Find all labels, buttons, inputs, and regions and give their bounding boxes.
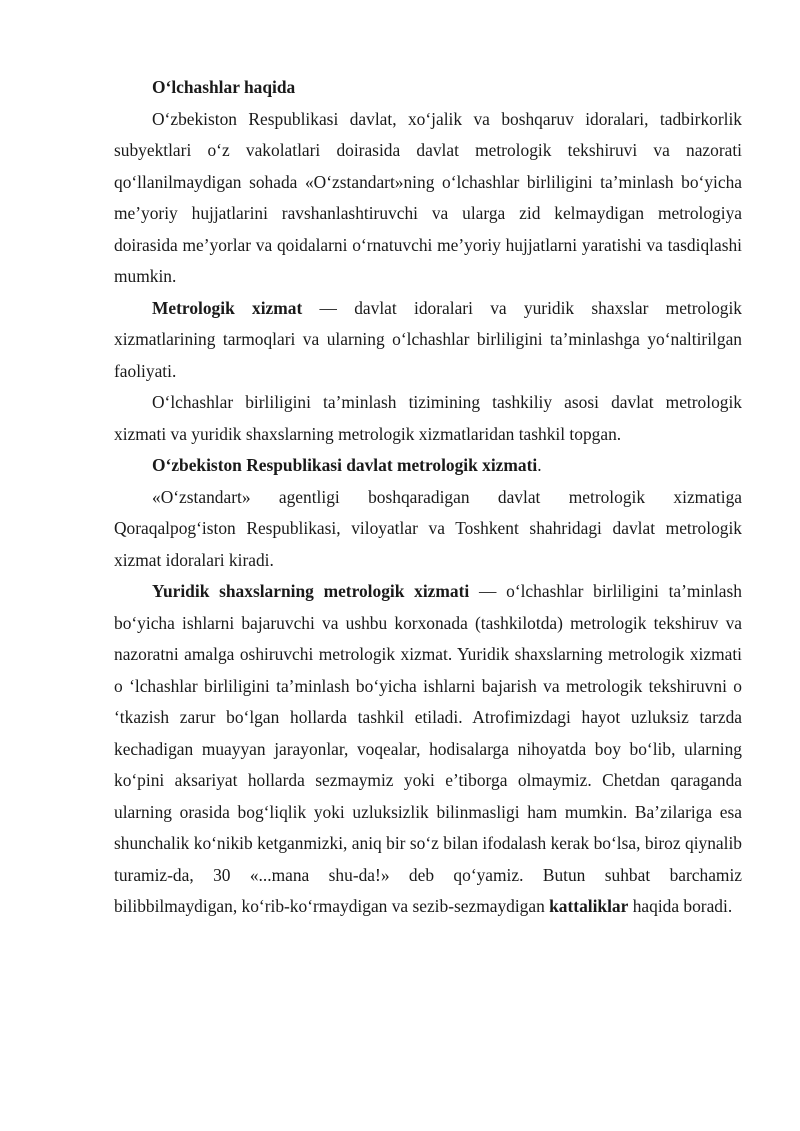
term-davlat-metrologik-xizmati: O‘zbekiston Respublikasi davlat metrologik xizmati bbox=[152, 455, 538, 475]
paragraph-5: «O‘zstandart» agentligi boshqaradigan davlat metrologik xizmatiga Qoraqalpog‘iston Respublikasi, viloyatlar va Toshkent shahridagi davlat metrologik xizmat idoralari kiradi. bbox=[114, 486, 742, 570]
paragraph-4-text: . bbox=[537, 455, 542, 475]
paragraph-6 bbox=[114, 576, 742, 923]
paragraph-1: O‘zbekiston Respublikasi davlat, xo‘jalik va boshqaruv idoralari, tadbirkorlik subyektlari o‘z vakolatlari doirasida davlat metrologik tekshiruvi va nazorati qo‘llanilmaydigan sohada «O‘zstandart»ning o‘lchashlar birliligini ta’minlash bo‘yicha me’yoriy hujjatlarini ravshanlashtiruvchi va ularga zid kelmaydigan metrologiya doirasida me’yorlar va qoidalarni o‘rnatuvchi me’yoriy hujjatlarni yaratishi va tasdiqlashi mumkin. bbox=[114, 108, 742, 286]
paragraph-2 bbox=[114, 293, 742, 388]
term-yuridik-shaxslar-xizmati: Yuridik shaxslarning metrologik xizmati bbox=[152, 581, 470, 601]
paragraph-6-end: haqida boradi. bbox=[628, 896, 733, 916]
paragraph-2-text: — davlat idoralari va yuridik shaxslar metrologik xizmatlarining tarmoqlari va ularning o‘lchashlar birliligini ta’minlashga yo‘naltirilgan faoliyati. bbox=[114, 297, 742, 381]
document-page bbox=[114, 72, 742, 923]
paragraph-6-text: — o‘lchashlar birliligini ta’minlash bo‘yicha ishlarni bajaruvchi va ushbu korxonada (tashkilotda) metrologik tekshiruv va nazoratni amalga oshiruvchi metrologik xizmat. Yuridik shaxslarning metrologik xizmati o ‘lchashlar birliligini ta’minlash bo‘yicha ishlarni bajarish va metrologik tekshiruvni o ‘tkazish zarur bo‘lgan hollarda tashkil etiladi. Atrofimizdagi hayot uzluksiz tarzda kechadigan muayyan jarayonlar, voqealar, hodisalarga nihoyatda boy bo‘lib, ularning ko‘pini aksariyat hollarda sezmaymiz yoki e’tiborga olmaymiz. Chetdan qaraganda ularning orasida bog‘liqlik yoki uzluksizlik bilinmasligi ham mumkin. Ba’zilariga esa shunchalik ko‘nikib ketganmizki, aniq bir so‘z bilan ifodalash kerak bo‘lsa, biroz qiynalib turamiz-da, 30 «...mana shu-da!» deb qo‘yamiz. Butun suhbat barchamiz bilibbilmaydigan, ko‘rib-ko‘rmaydigan va sezib-sezmaydigan bbox=[114, 581, 742, 916]
section-heading-text: O‘lchashlar haqida bbox=[152, 77, 296, 97]
term-kattaliklar: kattaliklar bbox=[549, 896, 629, 916]
section-heading bbox=[114, 72, 742, 104]
paragraph-4 bbox=[114, 450, 742, 482]
term-metrologik-xizmat: Metrologik xizmat bbox=[152, 297, 303, 318]
paragraph-3: O‘lchashlar birliligini ta’minlash tizimining tashkiliy asosi davlat metrologik xizmati va yuridik shaxslarning metrologik xizmatlaridan tashkil topgan. bbox=[114, 392, 742, 444]
